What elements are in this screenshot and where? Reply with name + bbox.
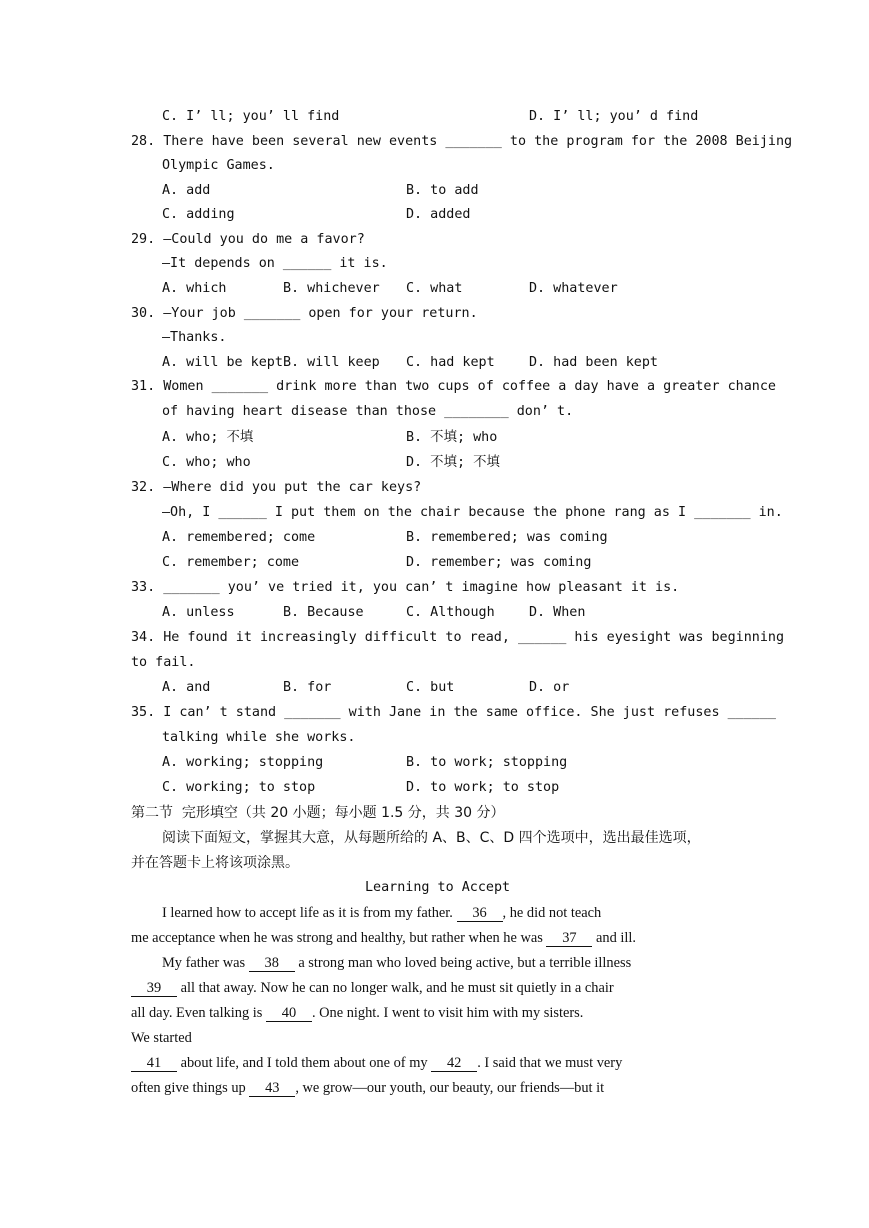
passage-line-5 (131, 1004, 583, 1022)
q28-option-a: A. add (162, 183, 211, 198)
passage-text: , he did not teach (502, 905, 602, 921)
q33-option-b: B. Because (283, 605, 364, 620)
q31-option-c: C. who; who (162, 455, 251, 470)
passage-text: and ill. (592, 930, 637, 946)
q31-option-b: B. 不填; who (406, 430, 498, 445)
q34-stem-line1: 34. He found it increasingly difficult to read, ______ his eyesight was beginning (131, 630, 785, 645)
passage-text: me acceptance when he was strong and healthy, but rather when he was (131, 930, 547, 946)
q35-stem-line1: 35. I can’ t stand _______ with Jane in the same office. She just refuses ______ (131, 705, 776, 720)
q34-stem-line2: to fail. (131, 655, 196, 670)
blank-41: 41 (131, 1056, 177, 1072)
q34-option-b: B. for (283, 680, 332, 695)
q32-option-a: A. remembered; come (162, 530, 316, 545)
q29-option-a: A. which (162, 281, 227, 296)
q30-option-b: B. will keep (283, 355, 380, 370)
q32-option-c: C. remember; come (162, 555, 300, 570)
blank-43: 43 (249, 1081, 295, 1097)
q35-option-b: B. to work; stopping (406, 755, 568, 770)
blank-37: 37 (546, 931, 592, 947)
q28-stem-line2: Olympic Games. (162, 158, 275, 173)
passage-text: . One night. I went to visit him with my sisters. (311, 1005, 584, 1021)
q29-option-c: C. what (406, 281, 463, 296)
q33-stem-line1: 33. _______ you’ ve tried it, you can’ t imagine how pleasant it is. (131, 580, 680, 595)
passage-text: a strong man who loved being active, but a terrible illness (294, 955, 632, 971)
q35-option-d: D. to work; to stop (406, 780, 560, 795)
passage-line-3 (162, 954, 631, 972)
q31-stem-line1: 31. Women _______ drink more than two cups of coffee a day have a greater chance (131, 379, 776, 394)
q33-option-d: D. When (529, 605, 586, 620)
q32-stem-line2: —Oh, I ______ I put them on the chair because the phone rang as I _______ in. (162, 505, 783, 520)
q27-option-c: C. I’ ll; you’ ll find (162, 109, 340, 124)
q28-stem-line1: 28. There have been several new events _______ to the program for the 2008 Beijing (131, 134, 793, 149)
q28-option-c: C. adding (162, 207, 235, 222)
q35-option-a: A. working; stopping (162, 755, 324, 770)
passage-line-6: We started (131, 1030, 192, 1046)
q35-option-c: C. working; to stop (162, 780, 316, 795)
q35-stem-line2: talking while she works. (162, 730, 356, 745)
q34-option-d: D. or (529, 680, 570, 695)
q30-option-c: C. had kept (406, 355, 495, 370)
passage-line-1 (162, 904, 601, 922)
blank-39: 39 (131, 981, 177, 997)
q30-option-d: D. had been kept (529, 355, 658, 370)
q28-option-d: D. added (406, 207, 471, 222)
q27-option-d: D. I’ ll; you’ d find (529, 109, 699, 124)
passage-line-7 (131, 1054, 622, 1072)
q31-option-d: D. 不填; 不填 (406, 455, 500, 470)
q31-stem-line2: of having heart disease than those ________ don’ t. (162, 404, 574, 419)
q28-option-b: B. to add (406, 183, 479, 198)
passage-title: Learning to Accept (365, 880, 511, 895)
q32-option-d: D. remember; was coming (406, 555, 592, 570)
passage-text: My father was (162, 955, 249, 971)
q31-option-a: A. who; 不填 (162, 430, 254, 445)
section-heading: 第二节 完形填空（共 20 小题；每小题 1.5 分，共 30 分） (131, 805, 505, 821)
q34-option-a: A. and (162, 680, 211, 695)
passage-line-8 (131, 1079, 604, 1097)
blank-42: 42 (431, 1056, 477, 1072)
blank-40: 40 (266, 1006, 312, 1022)
passage-line-2 (131, 929, 636, 947)
q34-option-c: C. but (406, 680, 455, 695)
q32-option-b: B. remembered; was coming (406, 530, 608, 545)
q30-stem-line2: —Thanks. (162, 330, 227, 345)
q29-option-b: B. whichever (283, 281, 380, 296)
section-instruction-line2: 并在答题卡上将该项涂黑。 (131, 855, 299, 871)
passage-text: . I said that we must very (477, 1055, 623, 1071)
q33-option-c: C. Although (406, 605, 495, 620)
q30-stem-line1: 30. —Your job _______ open for your return. (131, 306, 478, 321)
passage-text: about life, and I told them about one of my (177, 1055, 432, 1071)
passage-text: often give things up (131, 1080, 250, 1096)
blank-38: 38 (249, 956, 295, 972)
q32-stem-line1: 32. —Where did you put the car keys? (131, 480, 422, 495)
q30-option-a: A. will be kept (162, 355, 283, 370)
q29-stem-line2: —It depends on ______ it is. (162, 256, 388, 271)
section-instruction-line1: 阅读下面短文，掌握其大意，从每题所给的 A、B、C、D 四个选项中，选出最佳选项， (162, 830, 701, 846)
blank-36: 36 (457, 906, 503, 922)
passage-line-4 (131, 979, 614, 997)
q33-option-a: A. unless (162, 605, 235, 620)
passage-text: all day. Even talking is (131, 1005, 266, 1021)
passage-text: all that away. Now he can no longer walk, and he must sit quietly in a chair (177, 980, 614, 996)
q29-option-d: D. whatever (529, 281, 618, 296)
passage-text: , we grow—our youth, our beauty, our friends—but it (295, 1080, 605, 1096)
passage-text: I learned how to accept life as it is from my father. (162, 905, 457, 921)
q29-stem-line1: 29. —Could you do me a favor? (131, 232, 365, 247)
